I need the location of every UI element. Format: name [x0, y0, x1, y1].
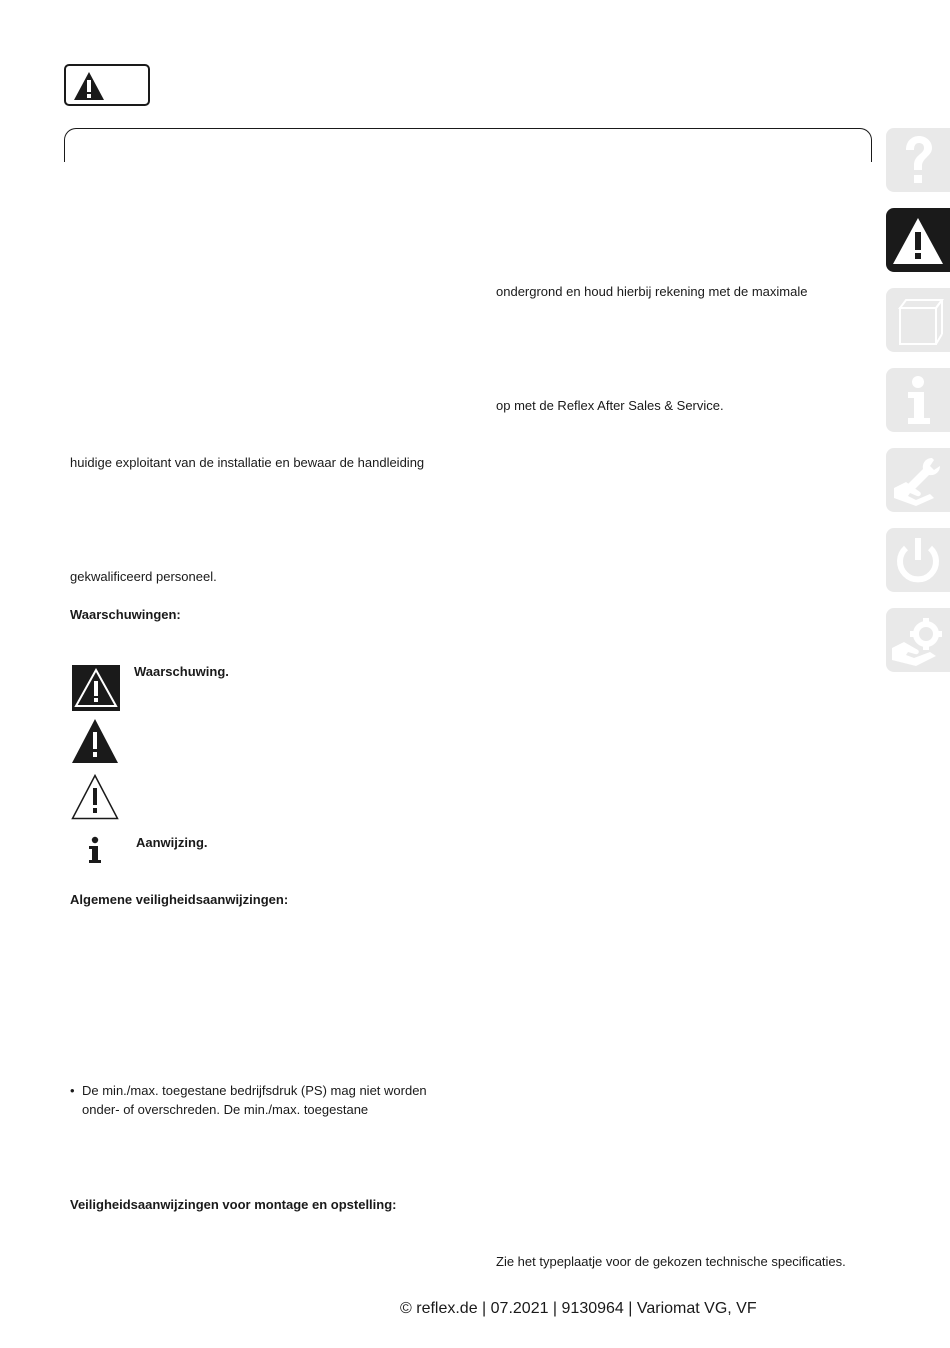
- mounting-safety-heading: Veiligheidsaanwijzingen voor montage en opstelling:: [70, 1197, 397, 1212]
- body-text-right-2: op met de Reflex After Sales & Service.: [496, 398, 724, 413]
- power-icon: [886, 528, 950, 592]
- info-icon: [86, 836, 104, 864]
- warning-square-icon: [72, 665, 120, 711]
- tab-information[interactable]: [886, 368, 950, 432]
- question-icon: [886, 128, 950, 192]
- bullet-item: [70, 1081, 427, 1100]
- header-warning-box: [64, 64, 150, 106]
- warning-label: Waarschuwing.: [134, 664, 229, 679]
- box-icon: [886, 288, 950, 352]
- wrench-hand-icon: [886, 448, 950, 512]
- general-safety-heading: Algemene veiligheidsaanwijzingen:: [70, 892, 289, 907]
- note-label: Aanwijzing.: [136, 835, 208, 850]
- bullet-line-2: onder- of overschreden. De min./max. toegestane: [82, 1102, 369, 1117]
- tab-safety[interactable]: [886, 208, 950, 272]
- warning-filled-icon: [71, 718, 119, 764]
- tab-operation[interactable]: [886, 528, 950, 592]
- tab-product[interactable]: [886, 288, 950, 352]
- body-text-right-1: ondergrond en houd hierbij rekening met de maximale: [496, 284, 808, 299]
- warning-icon: [886, 208, 950, 272]
- body-text-right-3: Zie het typeplaatje voor de gekozen technische specificaties.: [496, 1254, 846, 1269]
- body-text-left-2: gekwalificeerd personeel.: [70, 569, 217, 584]
- warning-outline-icon: [71, 774, 119, 820]
- tab-question[interactable]: [886, 128, 950, 192]
- info-icon: [886, 368, 950, 432]
- warning-icon: [72, 70, 106, 102]
- body-text-left-1: huidige exploitant van de installatie en bewaar de handleiding: [70, 455, 425, 470]
- footer-text: © reflex.de | 07.2021 | 9130964 | Variomat VG, VF: [400, 1300, 757, 1317]
- tab-installation[interactable]: [886, 448, 950, 512]
- warnings-heading: Waarschuwingen:: [70, 607, 181, 622]
- content-frame: [64, 128, 872, 162]
- bullet-line-1: De min./max. toegestane bedrijfsdruk (PS) mag niet worden: [82, 1083, 427, 1098]
- tab-service[interactable]: [886, 608, 950, 672]
- bullet-dot: •: [70, 1083, 75, 1098]
- hand-gear-icon: [886, 608, 950, 672]
